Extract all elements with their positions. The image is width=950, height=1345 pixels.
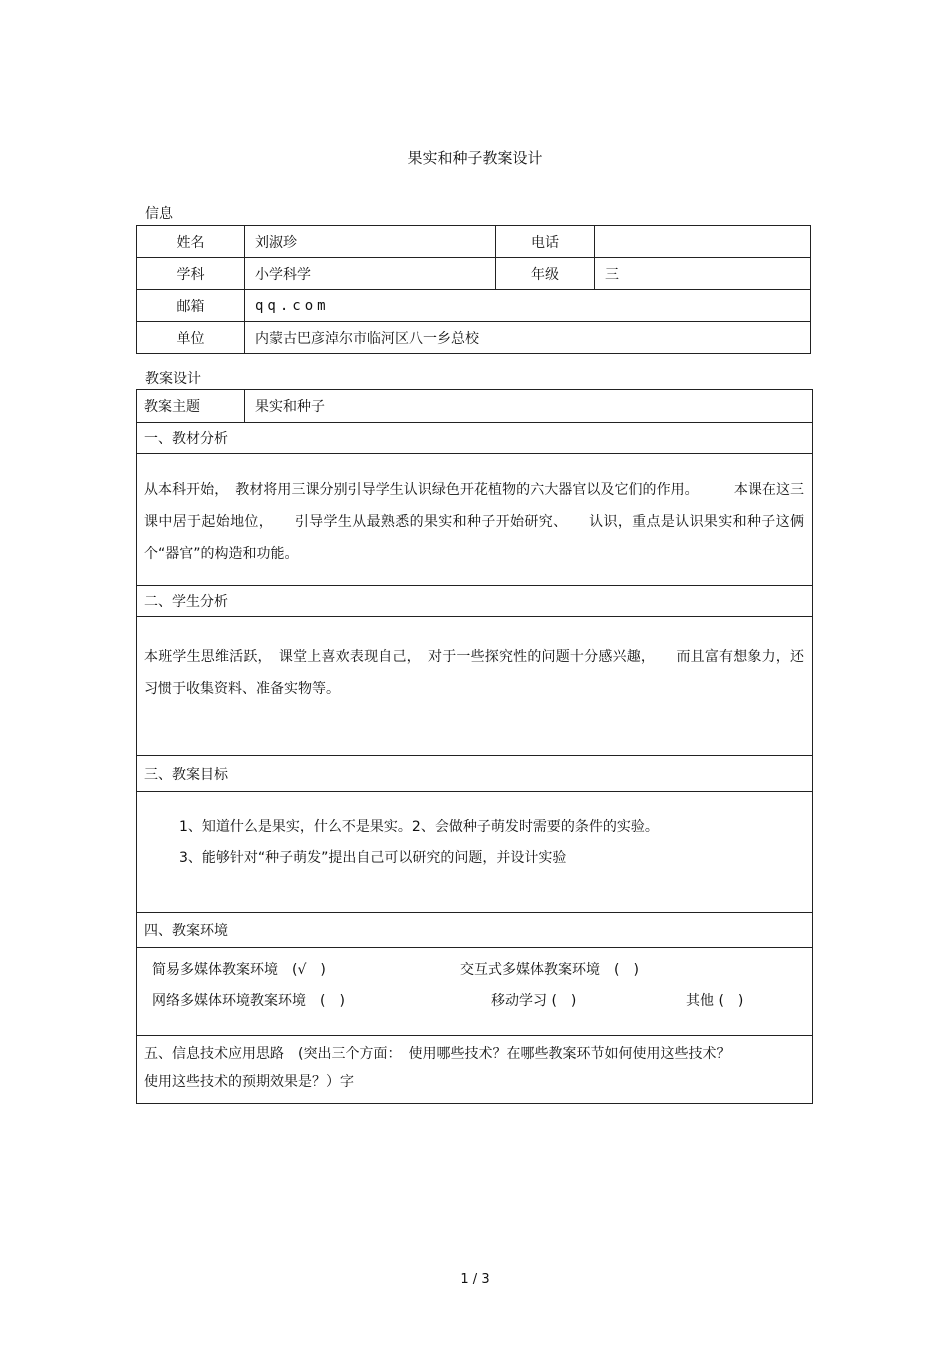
goals-cell bbox=[137, 792, 813, 913]
tech-application-cell bbox=[137, 1036, 813, 1104]
table-row bbox=[137, 756, 813, 792]
unit-label: 单位 bbox=[137, 322, 245, 354]
phone-value bbox=[595, 226, 811, 258]
table-row bbox=[137, 948, 813, 1036]
table-row bbox=[137, 290, 811, 322]
name-value: 刘淑珍 bbox=[245, 226, 496, 258]
table-row bbox=[137, 258, 811, 290]
environment-row bbox=[144, 959, 812, 990]
grade-label: 年级 bbox=[496, 258, 595, 290]
materials-analysis-text: 从本科开始， 教材将用三课分别引导学生认识绿色开花植物的六大器官以及它们的作用。 本课在这三课中居于起始地位， 引导学生从最熟悉的果实和种子开始研究、 认识，重点是认识果实和种子这俩个“器官”的构造和功能。 bbox=[137, 454, 813, 586]
info-table bbox=[136, 225, 811, 354]
section-title-environment: 四、教案环境 bbox=[137, 913, 813, 948]
goal-line-2: 3、能够针对“种子萌发”提出自己可以研究的问题，并设计实验 bbox=[179, 850, 567, 866]
table-row bbox=[137, 792, 813, 913]
name-label: 姓名 bbox=[137, 226, 245, 258]
table-row bbox=[137, 617, 813, 756]
unit-value: 内蒙古巴彦淖尔市临河区八一乡总校 bbox=[245, 322, 811, 354]
env-network-multimedia: 网络多媒体环境教案环境 ( ) bbox=[152, 993, 345, 1009]
phone-label: 电话 bbox=[496, 226, 595, 258]
design-section-label: 教案设计 bbox=[145, 371, 201, 387]
topic-label: 教案主题 bbox=[137, 390, 245, 423]
page-title: 果实和种子教案设计 bbox=[407, 149, 543, 167]
tech-line-1: 五、信息技术应用思路 (突出三个方面： 使用哪些技术？在哪些教案环节如何使用这些技术？ bbox=[144, 1046, 731, 1062]
email-label: 邮箱 bbox=[137, 290, 245, 322]
section-title-goals: 三、教案目标 bbox=[137, 756, 813, 792]
subject-label: 学科 bbox=[137, 258, 245, 290]
tech-line-2: 使用这些技术的预期效果是？）字 bbox=[144, 1074, 354, 1090]
section-title-materials: 一、教材分析 bbox=[137, 423, 813, 454]
topic-value: 果实和种子 bbox=[245, 390, 813, 423]
table-row bbox=[137, 586, 813, 617]
environment-cell bbox=[137, 948, 813, 1036]
env-interactive-multimedia: 交互式多媒体教案环境 ( ) bbox=[460, 962, 639, 978]
student-analysis-text: 本班学生思维活跃， 课堂上喜欢表现自己， 对于一些探究性的问题十分感兴趣， 而且富有想象力，还习惯于收集资料、准备实物等。 bbox=[137, 617, 813, 756]
section-title-students: 二、学生分析 bbox=[137, 586, 813, 617]
table-row bbox=[137, 913, 813, 948]
goal-line-1: 1、知道什么是果实，什么不是果实。2、会做种子萌发时需要的条件的实验。 bbox=[179, 819, 659, 835]
env-other: 其他 ( ) bbox=[686, 993, 744, 1009]
design-table bbox=[136, 389, 813, 1104]
table-row bbox=[137, 322, 811, 354]
table-row bbox=[137, 1036, 813, 1104]
env-simple-multimedia: 简易多媒体教案环境 (√ ) bbox=[152, 962, 326, 978]
subject-value: 小学科学 bbox=[245, 258, 496, 290]
table-row bbox=[137, 423, 813, 454]
grade-value: 三 bbox=[595, 258, 811, 290]
env-mobile-learning: 移动学习 ( ) bbox=[491, 993, 577, 1009]
table-row bbox=[137, 226, 811, 258]
page-number: 1 / 3 bbox=[460, 1272, 490, 1287]
environment-row bbox=[144, 990, 812, 1021]
table-row bbox=[137, 390, 813, 423]
email-value: qq.com bbox=[245, 290, 811, 322]
info-section-label: 信息 bbox=[145, 206, 173, 222]
table-row bbox=[137, 454, 813, 586]
